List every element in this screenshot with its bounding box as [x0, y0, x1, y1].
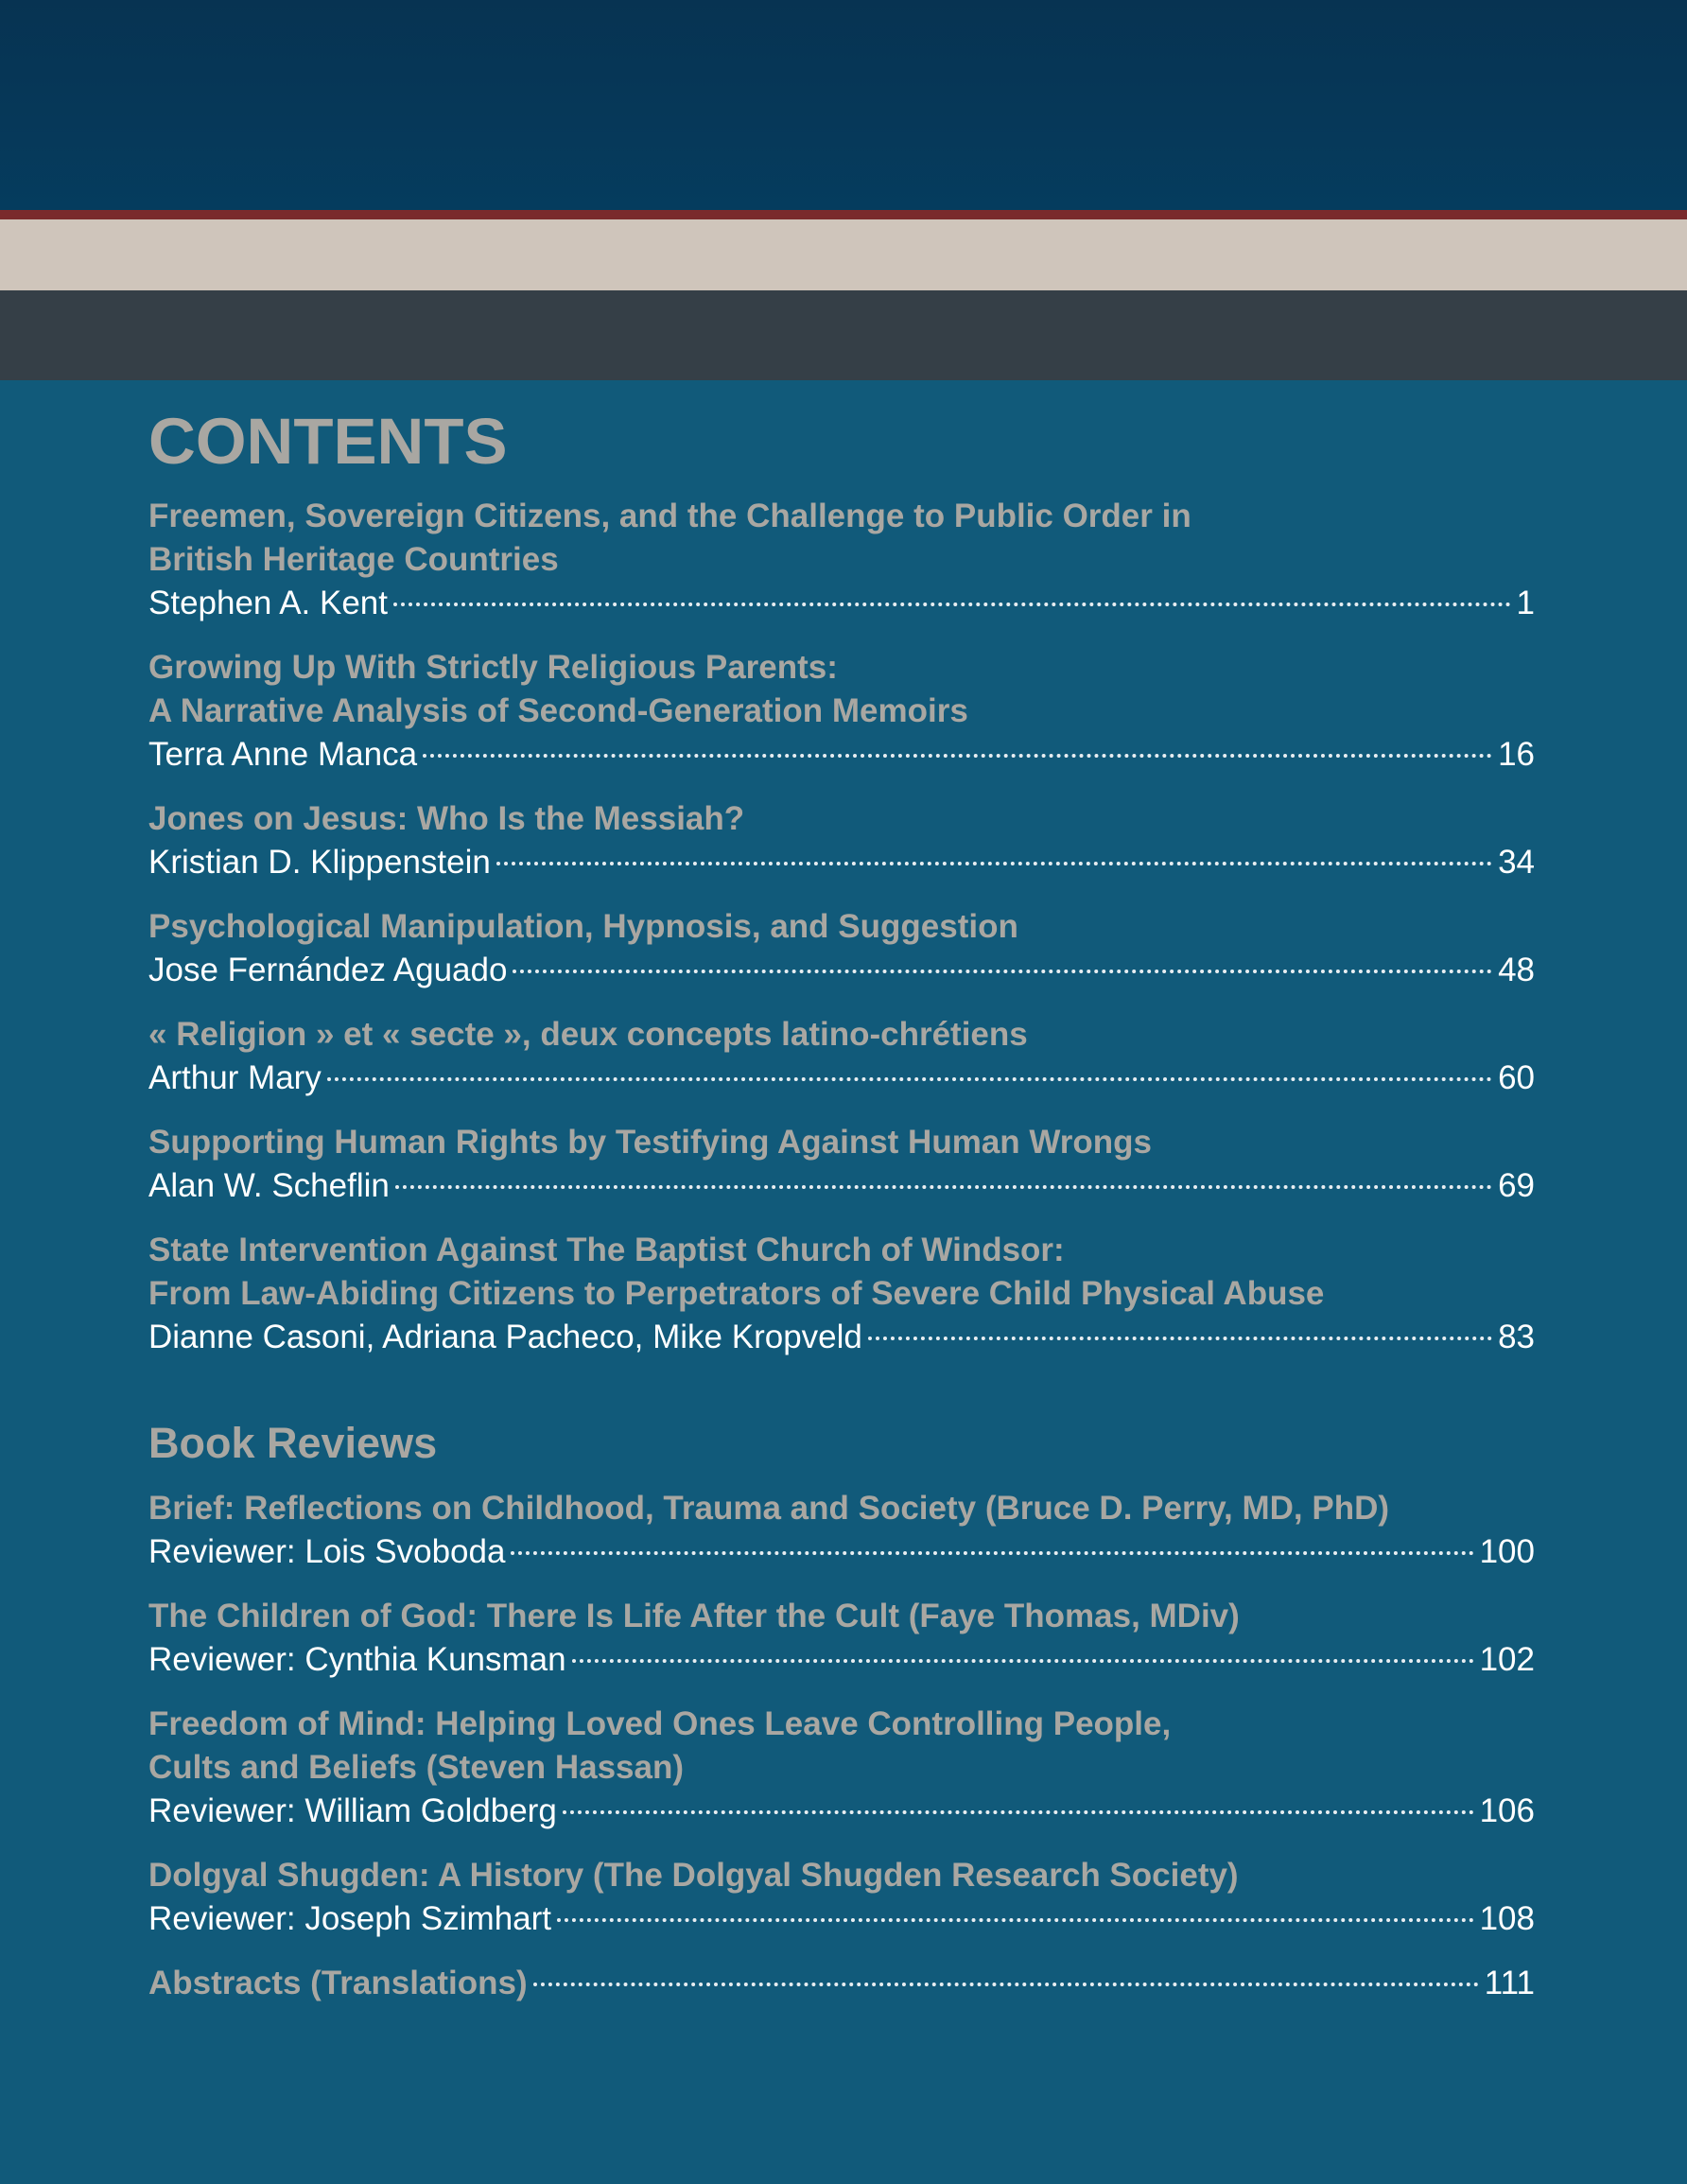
gray-stripe: [0, 290, 1687, 380]
entry-title: British Heritage Countries: [148, 541, 559, 578]
entry-title: Freedom of Mind: Helping Loved Ones Leave Controlling People,: [148, 1705, 1172, 1742]
dot-leader: [513, 970, 1492, 973]
toc-entry[interactable]: [148, 1487, 1535, 1574]
dot-leader: [511, 1551, 1473, 1555]
dot-leader: [423, 754, 1492, 758]
entry-title: Freemen, Sovereign Citizens, and the Challenge to Public Order in: [148, 498, 1191, 534]
entry-reviewer: Reviewer: Lois Svoboda: [148, 1533, 506, 1570]
entry-title: A Narrative Analysis of Second-Generation Memoirs: [148, 692, 968, 729]
entry-author-line: [148, 1897, 1535, 1941]
entry-page-number: 69: [1498, 1167, 1535, 1204]
entry-author-line: [148, 733, 1535, 777]
entry-title: Jones on Jesus: Who Is the Messiah?: [148, 800, 745, 837]
entry-author-line: [148, 1057, 1535, 1100]
entry-reviewer: Reviewer: William Goldberg: [148, 1792, 557, 1829]
entry-title: Supporting Human Rights by Testifying Against Human Wrongs: [148, 1124, 1153, 1161]
entry-page-number: 83: [1498, 1319, 1535, 1355]
entry-title: State Intervention Against The Baptist Church of Windsor:: [148, 1232, 1065, 1268]
abstracts-label: Abstracts (Translations): [148, 1965, 528, 2001]
entry-title: Psychological Manipulation, Hypnosis, and Suggestion: [148, 908, 1018, 945]
toc-entry[interactable]: [148, 797, 1535, 884]
dot-leader: [557, 1918, 1474, 1922]
entry-author-line: [148, 1530, 1535, 1574]
top-banner: [0, 0, 1687, 210]
entry-title: « Religion » et « secte », deux concepts latino-chrétiens: [148, 1016, 1028, 1053]
entry-author: Stephen A. Kent: [148, 585, 388, 621]
entry-page-number: 34: [1498, 844, 1535, 881]
entry-title: Brief: Reflections on Childhood, Trauma and Society (Bruce D. Perry, MD, PhD): [148, 1490, 1390, 1527]
entry-page-number: 102: [1479, 1641, 1535, 1678]
entry-author-line: [148, 1164, 1535, 1208]
entry-page-number: 48: [1498, 952, 1535, 988]
toc-entry[interactable]: [148, 1854, 1535, 1941]
dot-leader: [572, 1659, 1474, 1663]
contents-heading: CONTENTS: [148, 405, 508, 478]
dot-leader: [496, 862, 1492, 865]
entry-author: Kristian D. Klippenstein: [148, 844, 491, 881]
dot-leader: [563, 1810, 1474, 1814]
entry-title: The Children of God: There Is Life After the Cult (Faye Thomas, MDiv): [148, 1598, 1240, 1634]
toc-entry[interactable]: [148, 495, 1535, 625]
entry-page-number: 60: [1498, 1059, 1535, 1096]
entry-author: Jose Fernández Aguado: [148, 952, 508, 988]
entry-reviewer: Reviewer: Cynthia Kunsman: [148, 1641, 566, 1678]
toc-entry[interactable]: [148, 905, 1535, 992]
contents-page: [148, 405, 1535, 2026]
entry-page-number: 16: [1498, 736, 1535, 773]
dot-leader: [395, 1185, 1492, 1189]
entry-author: Dianne Casoni, Adriana Pacheco, Mike Kropveld: [148, 1319, 862, 1355]
entry-title: Cults and Beliefs (Steven Hassan): [148, 1749, 684, 1786]
toc-entry[interactable]: [148, 1229, 1535, 1359]
entry-author-line: [148, 1638, 1535, 1682]
entry-page-number: 106: [1479, 1792, 1535, 1829]
entry-page-number: 111: [1484, 1965, 1535, 2001]
toc-entry[interactable]: [148, 1595, 1535, 1682]
entry-author: Arthur Mary: [148, 1059, 322, 1096]
entry-page-number: 108: [1479, 1900, 1535, 1937]
toc-entry[interactable]: [148, 1013, 1535, 1100]
red-stripe: [0, 210, 1687, 219]
dot-leader: [327, 1077, 1492, 1081]
articles-list: [148, 495, 1535, 1359]
entry-author: Alan W. Scheflin: [148, 1167, 390, 1204]
entry-author-line: [148, 1790, 1535, 1833]
entry-author-line: [148, 582, 1535, 625]
entry-author-line: [148, 1316, 1535, 1359]
dot-leader: [533, 1983, 1479, 1986]
dot-leader: [393, 603, 1511, 606]
section-spacer: [148, 1380, 1535, 1422]
entry-title: From Law-Abiding Citizens to Perpetrators of Severe Child Physical Abuse: [148, 1275, 1325, 1312]
toc-entry[interactable]: [148, 646, 1535, 777]
toc-entry[interactable]: [148, 1121, 1535, 1208]
entry-page-number: 1: [1516, 585, 1535, 621]
entry-author-line: [148, 949, 1535, 992]
beige-stripe: [0, 219, 1687, 290]
entry-author-line: [148, 841, 1535, 884]
entry-reviewer: Reviewer: Joseph Szimhart: [148, 1900, 551, 1937]
toc-entry-abstracts[interactable]: [148, 1962, 1535, 2005]
book-reviews-section: [148, 1419, 1535, 2005]
dot-leader: [868, 1337, 1492, 1340]
book-reviews-heading: Book Reviews: [148, 1419, 438, 1467]
entry-title: Growing Up With Strictly Religious Parents:: [148, 649, 838, 686]
entry-author: Terra Anne Manca: [148, 736, 418, 773]
toc-entry[interactable]: [148, 1703, 1535, 1833]
entry-abstracts-line: [148, 1962, 1535, 2005]
entry-title: Dolgyal Shugden: A History (The Dolgyal Shugden Research Society): [148, 1857, 1239, 1894]
entry-page-number: 100: [1479, 1533, 1535, 1570]
